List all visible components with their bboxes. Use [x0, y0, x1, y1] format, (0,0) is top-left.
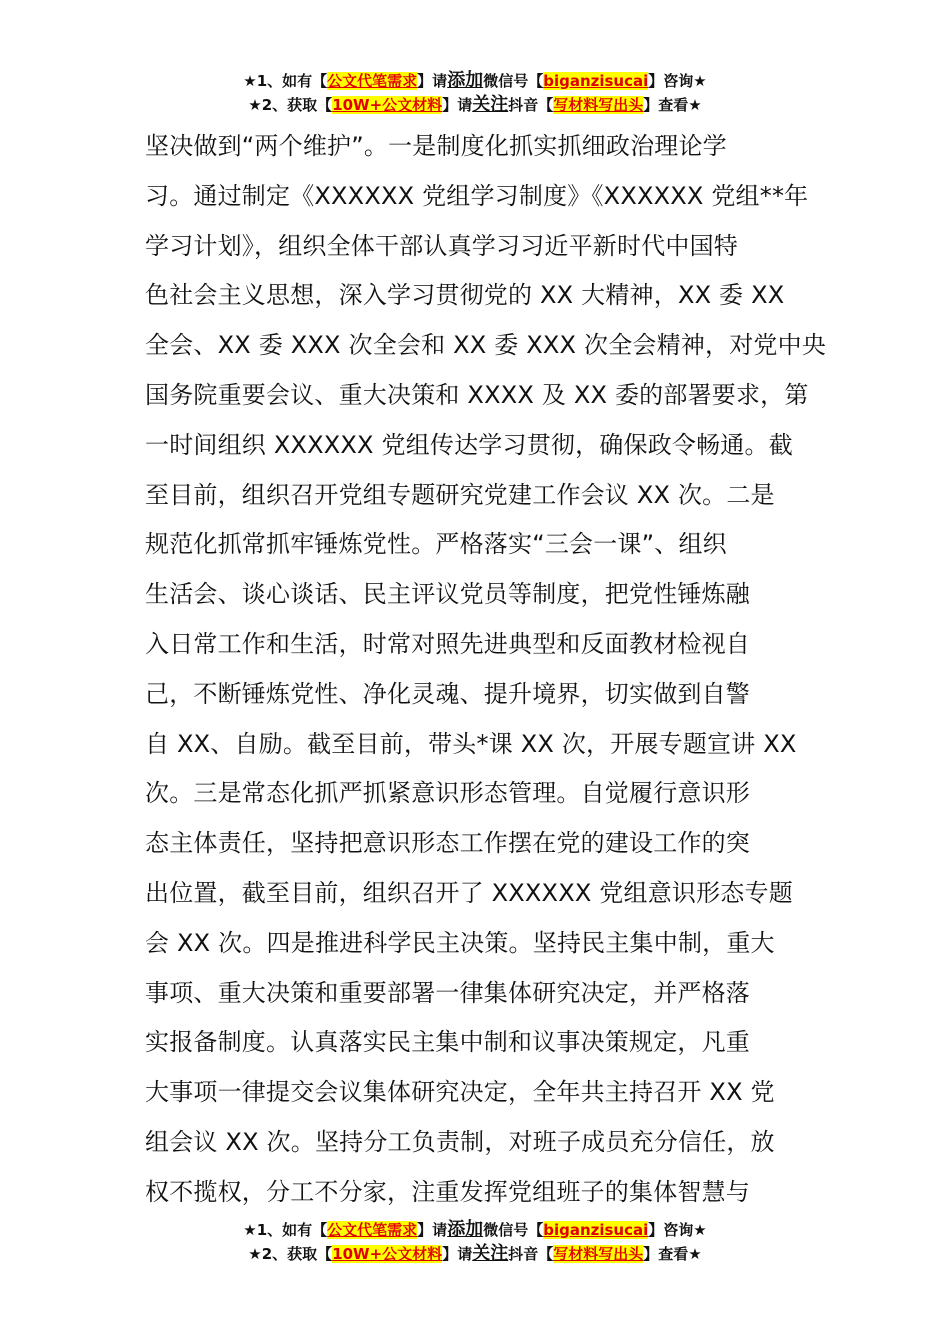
highlight-text: 公文代笔需求 [327, 72, 418, 90]
text-line: 自 XX、自励。截至目前，带头*课 XX 次，开展专题宣讲 XX [145, 729, 797, 758]
banner-text: ★1、如有【 [243, 1221, 328, 1239]
emphasis-text: 关注 [472, 94, 509, 115]
text-line: 习。通过制定《XXXXXX 党组学习制度》《XXXXXX 党组**年 [145, 181, 809, 210]
highlight-text: 公文代笔需求 [327, 1221, 418, 1239]
text-line: 坚决做到“两个维护”。一是制度化抓实抓细政治理论学 [145, 132, 727, 160]
text-line: 次。三是常态化抓严抓紧意识形态管理。自觉履行意识形 [145, 779, 750, 808]
text-line: 组会议 XX 次。坚持分工负责制，对班子成员充分信任，放 [145, 1127, 775, 1156]
footer-banner [0, 1218, 950, 1266]
text-line: 会 XX 次。四是推进科学民主决策。坚持民主集中制，重大 [145, 928, 775, 957]
text-line: 己，不断锤炼党性、净化灵魂、提升境界，切实做到自警 [145, 679, 750, 708]
banner-text: 】请 [442, 1245, 473, 1263]
highlight-text: 10W+公文材料 [332, 96, 443, 114]
emphasis-text: 添加 [447, 1219, 484, 1240]
banner-text: 】查看★ [643, 96, 702, 114]
text-line: 至目前，组织召开党组专题研究党建工作会议 XX 次。二是 [145, 480, 775, 509]
text-line: 色社会主义思想，深入学习贯彻党的 XX 大精神，XX 委 XX [145, 281, 785, 310]
text-line: 态主体责任，坚持把意识形态工作摆在党的建设工作的突 [145, 829, 750, 858]
banner-line-1 [0, 69, 950, 93]
banner-text: 】请 [417, 72, 448, 90]
banner-text: ★2、获取【 [248, 96, 333, 114]
wechat-id: biganzisucai [543, 1221, 649, 1239]
wechat-id: biganzisucai [543, 72, 649, 90]
banner-text: ★1、如有【 [243, 72, 328, 90]
text-line: 大事项一律提交会议集体研究决定，全年共主持召开 XX 党 [145, 1078, 775, 1107]
banner-text: 抖音【 [508, 1245, 554, 1263]
text-line: 事项、重大决策和重要部署一律集体研究决定，并严格落 [145, 978, 750, 1007]
text-line: 一时间组织 XXXXXX 党组传达学习贯彻，确保政令畅通。截 [145, 430, 793, 459]
banner-text: 】咨询★ [648, 1221, 707, 1239]
banner-text: 】请 [417, 1221, 448, 1239]
banner-text: 微信号【 [483, 1221, 544, 1239]
text-line: 生活会、谈心谈话、民主评议党员等制度，把党性锤炼融 [145, 580, 750, 609]
banner-line-2 [0, 1242, 950, 1266]
text-line: 规范化抓常抓牢锤炼党性。严格落实“三会一课”、组织 [145, 530, 727, 559]
banner-text: ★2、获取【 [248, 1245, 333, 1263]
emphasis-text: 添加 [447, 70, 484, 91]
text-line: 出位置，截至目前，组织召开了 XXXXXX 党组意识形态专题 [145, 878, 793, 907]
document-body [145, 122, 827, 1218]
douyin-id: 写材料写出头 [553, 1245, 644, 1263]
text-line: 入日常工作和生活，时常对照先进典型和反面教材检视自 [145, 629, 750, 658]
banner-text: 】咨询★ [648, 72, 707, 90]
banner-text: 】查看★ [643, 1245, 702, 1263]
banner-text: 抖音【 [508, 96, 554, 114]
text-line: 实报备制度。认真落实民主集中制和议事决策规定，凡重 [145, 1028, 750, 1057]
text-line: 权不揽权，分工不分家，注重发挥党组班子的集体智慧与 [145, 1177, 750, 1206]
banner-text: 微信号【 [483, 72, 544, 90]
text-line: 学习计划》，组织全体干部认真学习习近平新时代中国特 [145, 231, 738, 260]
header-banner [0, 69, 950, 117]
banner-text: 】请 [442, 96, 473, 114]
douyin-id: 写材料写出头 [553, 96, 644, 114]
banner-line-1 [0, 1218, 950, 1242]
text-line: 全会、XX 委 XXX 次全会和 XX 委 XXX 次全会精神，对党中央 [145, 331, 827, 360]
text-line: 国务院重要会议、重大决策和 XXXX 及 XX 委的部署要求，第 [145, 380, 809, 409]
emphasis-text: 关注 [472, 1243, 509, 1264]
highlight-text: 10W+公文材料 [332, 1245, 443, 1263]
banner-line-2 [0, 93, 950, 117]
